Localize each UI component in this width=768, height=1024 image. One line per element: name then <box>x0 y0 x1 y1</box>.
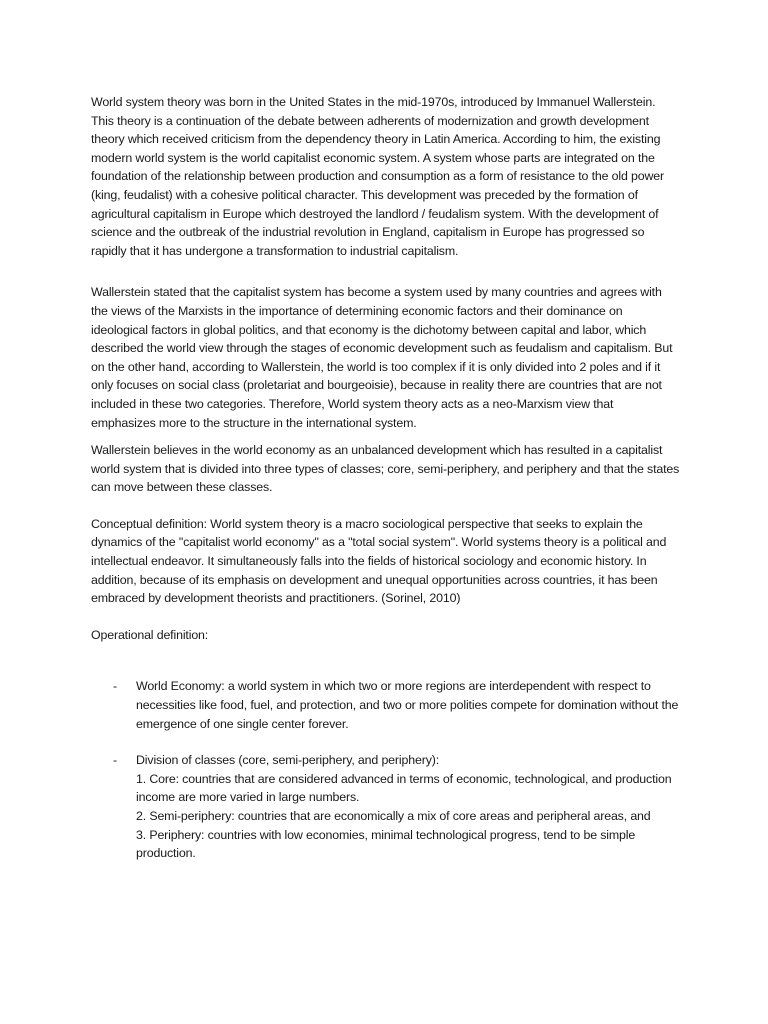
list-bullet: - <box>113 679 117 694</box>
document-page <box>91 93 681 863</box>
list-item-core: 1. Core: countries that are considered advanced in terms of economic, technological, and production income are more varied in large numbers. <box>136 771 672 805</box>
list-item-semi-periphery: 2. Semi-periphery: countries that are economically a mix of core areas and peripheral areas, and <box>136 809 651 823</box>
heading-operational-definition: Operational definition: <box>91 627 209 642</box>
list-item-division-of-classes <box>91 751 681 863</box>
paragraph-unbalanced-development: Wallerstein believes in the world economy as an unbalanced development which has resulted in a capitalist world system that is divided into three types of classes; core, semi-periphery, and periphery and that the states can move between these classes. <box>91 443 680 495</box>
paragraph-intro: World system theory was born in the United States in the mid-1970s, introduced by Immanuel Wallerstein. This theory is a continuation of the debate between adherents of modernization and growth development theory which received criticism from the dependency theory in Latin America. According to him, the existing modern world system is the world capitalist economic system. A system whose parts are integrated on the foundation of the relationship between production and consumption as a form of resistance to the old power (king, feudalist) with a cohesive political character. This development was preceded by the formation of agricultural capitalism in Europe which destroyed the landlord / feudalism system. With the development of science and the outbreak of the industrial revolution in England, capitalism in Europe has progressed so rapidly that it has undergone a transformation to industrial capitalism. <box>91 95 665 258</box>
list-bullet: - <box>113 753 117 768</box>
paragraph-conceptual-definition: Conceptual definition: World system theory is a macro sociological perspective that seeks to explain the dynamics of the "capitalist world economy" as a "total social system". World systems theory is a political and intellectual endeavor. It simultaneously falls into the fields of historical sociology and economic history. In addition, because of its emphasis on development and unequal opportunities across countries, it has been embraced by development theorists and practitioners. (Sorinel, 2010) <box>91 516 667 606</box>
list-item-periphery: 3. Periphery: countries with low economies, minimal technological progress, tend to be simple production. <box>136 827 636 861</box>
list-item-heading: Division of classes (core, semi-periphery, and periphery): <box>136 753 440 768</box>
definition-list <box>91 677 681 862</box>
list-item-world-economy <box>91 677 681 733</box>
paragraph-wallerstein-capitalism: Wallerstein stated that the capitalist system has become a system used by many countries and agrees with the views of the Marxists in the importance of determining economic factors and their dominance on ideological factors in global politics, and that economy is the dichotomy between capital and labor, which described the world view through the stages of economic development such as feudalism and capitalism. But on the other hand, according to Wallerstein, the world is too complex if it is only divided into 2 poles and if it only focuses on social class (proletariat and bourgeoisie), because in reality there are countries that are not included in these two categories. Therefore, World system theory acts as a neo-Marxism view that emphasizes more to the structure in the international system. <box>91 285 673 430</box>
list-item-text: World Economy: a world system in which two or more regions are interdependent with respect to necessities like food, fuel, and protection, and two or more polities compete for domination without the emergence of one single center forever. <box>136 679 679 731</box>
